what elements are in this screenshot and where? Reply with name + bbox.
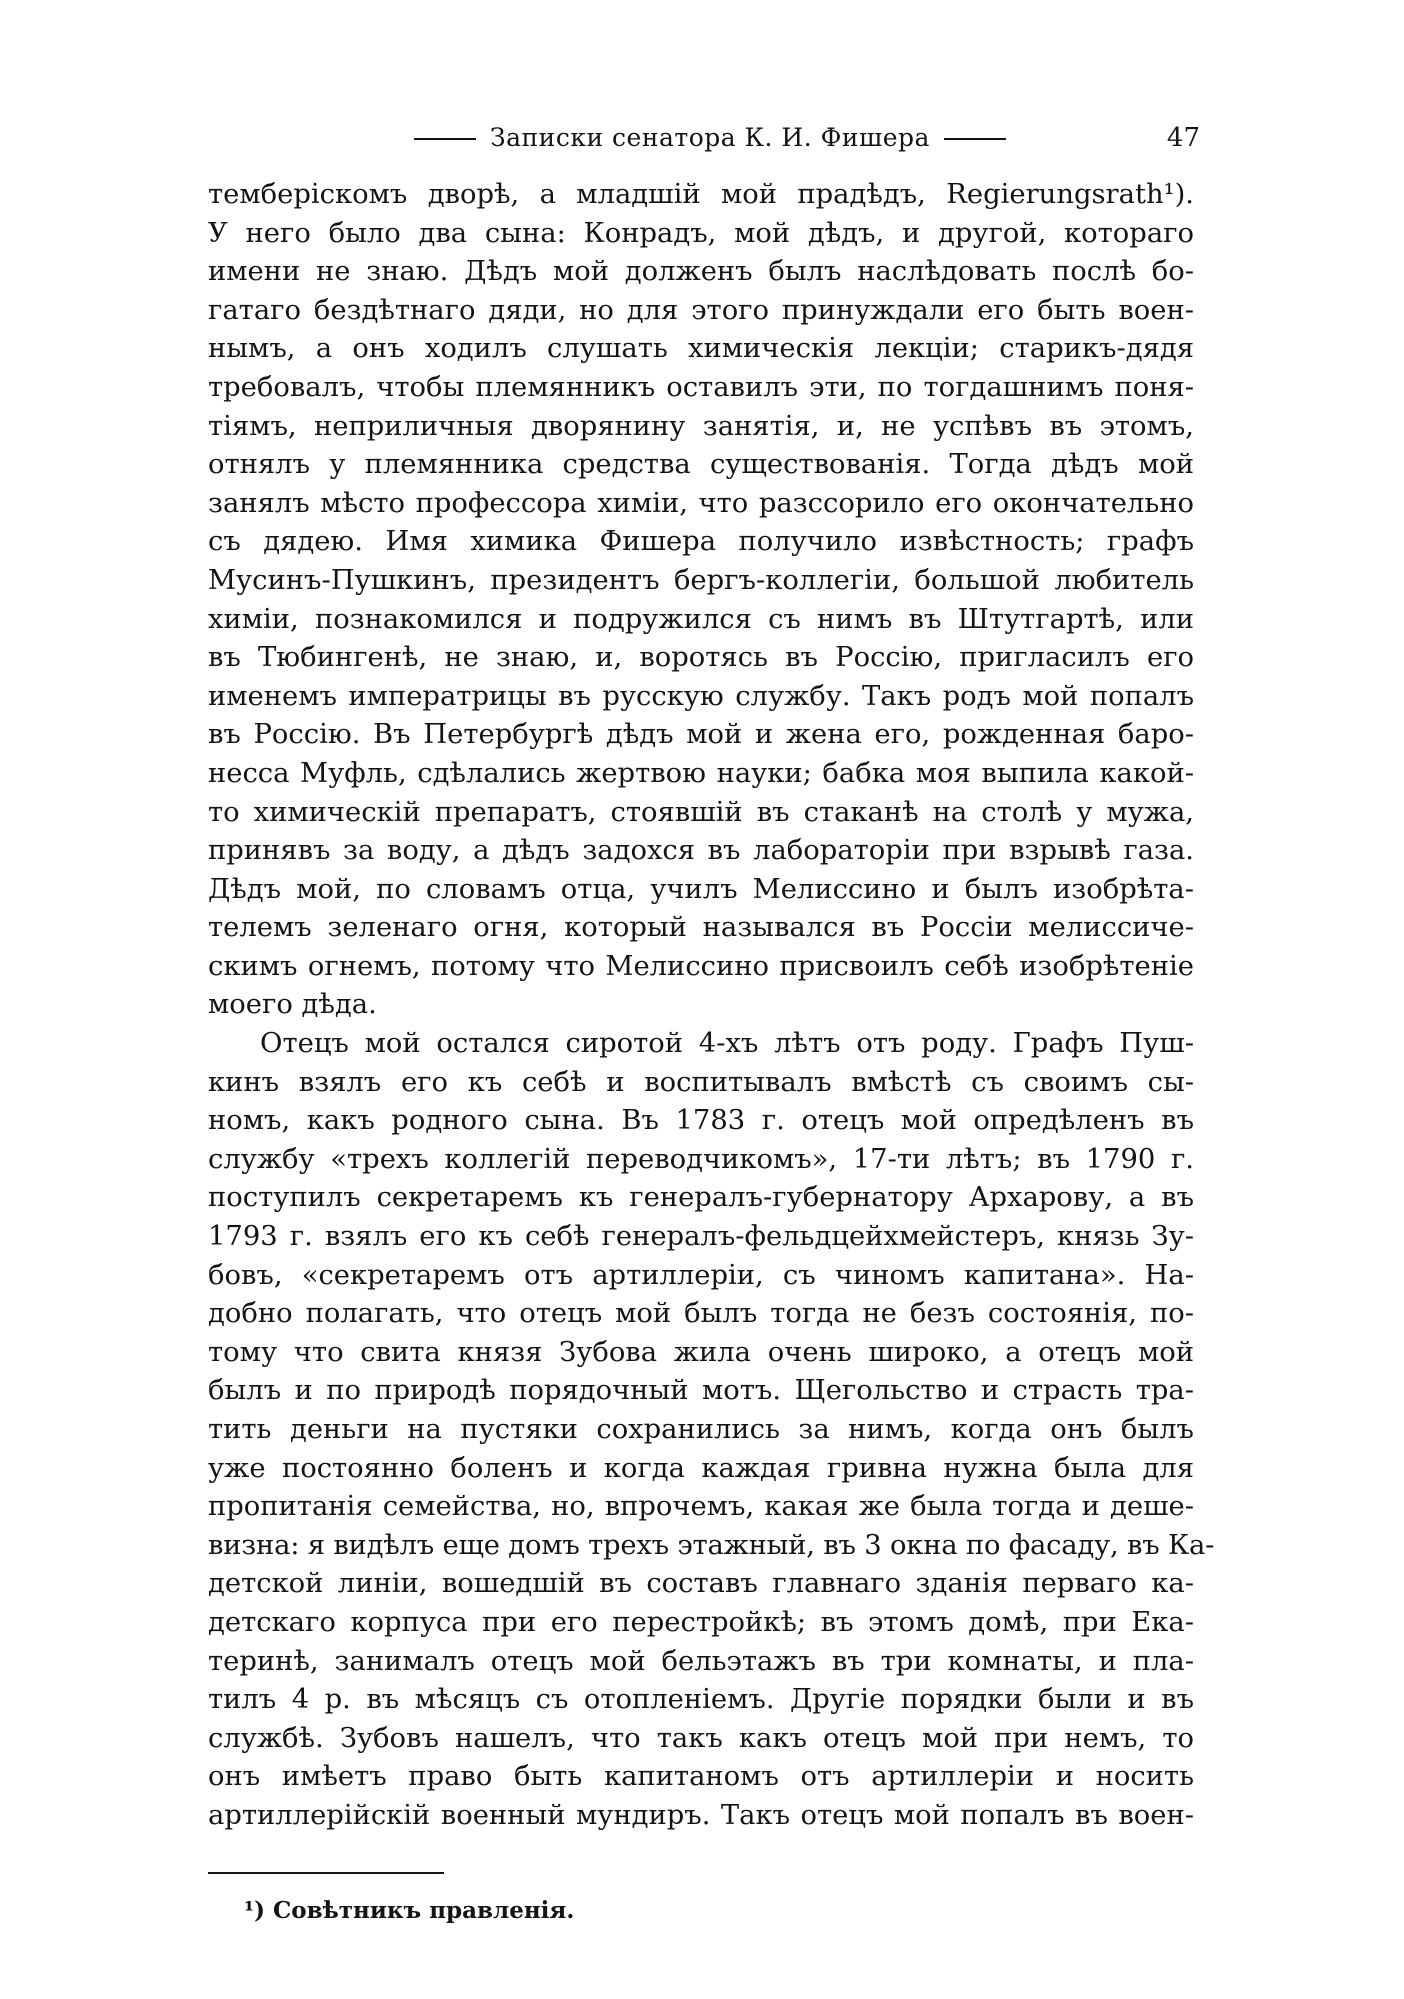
text-line: былъ и по природѣ порядочный мотъ. Щегольство и страсть тра- bbox=[208, 1375, 1194, 1407]
text-line: тить деньги на пустяки сохранились за нимъ, когда онъ былъ bbox=[208, 1414, 1194, 1445]
text-line: кинъ взялъ его къ себѣ и воспитывалъ вмѣстѣ съ своимъ сы- bbox=[208, 1066, 1194, 1098]
text-line: визна: я видѣлъ еще домъ трехъ этажный, въ 3 окна по фасаду, въ Ка- bbox=[208, 1529, 1215, 1561]
footnote-text: Совѣтникъ правленія. bbox=[272, 1897, 575, 1924]
text-line: въ Тюбингенѣ, не знаю, и, воротясь въ Россію, пригласилъ его bbox=[208, 642, 1194, 674]
text-line: то химическій препаратъ, стоявшій въ стаканѣ на столѣ у мужа, bbox=[208, 796, 1194, 828]
text-line: химіи, познакомился и подружился съ нимъ въ Штутгартѣ, или bbox=[208, 603, 1194, 635]
text-line: поступилъ секретаремъ къ генералъ-губернатору Архарову, а въ bbox=[208, 1182, 1194, 1214]
text-line: нымъ, а онъ ходилъ слушать химическія лекціи; старикъ-дядя bbox=[208, 333, 1194, 365]
header-dash-right bbox=[944, 138, 1006, 140]
text-line: службу «трехъ коллегій переводчикомъ», 17-ти лѣтъ; въ 1790 г. bbox=[208, 1143, 1194, 1175]
text-line: Мусинъ-Пушкинъ, президентъ бергъ-коллегіи, большой любитель bbox=[208, 564, 1194, 596]
text-line: принявъ за воду, а дѣдъ задохся въ лабораторіи при взрывѣ газа. bbox=[208, 835, 1194, 867]
text-line: именемъ императрицы въ русскую службу. Такъ родъ мой попалъ bbox=[208, 680, 1194, 712]
text-line: бовъ, «секретаремъ отъ артиллеріи, съ чиномъ капитана». На- bbox=[208, 1259, 1194, 1291]
text-line: тіямъ, неприличныя дворянину занятія, и, не успѣвъ въ этомъ, bbox=[208, 410, 1194, 442]
running-title bbox=[400, 118, 1020, 158]
text-line: онъ имѣетъ право быть капитаномъ отъ артиллеріи и носить bbox=[208, 1761, 1194, 1793]
text-line: детскаго корпуса при его перестройкѣ; въ этомъ домѣ, при Ека- bbox=[208, 1606, 1194, 1638]
text-line: моего дѣда. bbox=[208, 989, 377, 1021]
text-line: У него было два сына: Конрадъ, мой дѣдъ, и другой, котораго bbox=[208, 217, 1194, 249]
text-line: занялъ мѣсто профессора химіи, что разссорило его окончательно bbox=[208, 487, 1194, 519]
page-number: 47 bbox=[1166, 123, 1200, 153]
footnote-marker: ¹) bbox=[244, 1897, 265, 1924]
text-line: тилъ 4 р. въ мѣсяцъ съ отопленіемъ. Другіе порядки были и въ bbox=[208, 1684, 1194, 1716]
running-title-text: Записки сенатора К. И. Фишера bbox=[490, 123, 930, 152]
text-line: 1793 г. взялъ его къ себѣ генералъ-фельдцейхмейстеръ, князь Зу- bbox=[208, 1221, 1194, 1253]
text-line: требовалъ, чтобы племянникъ оставилъ эти, по тогдашнимъ поня- bbox=[208, 371, 1194, 403]
text-line: скимъ огнемъ, потому что Мелиссино присвоилъ себѣ изобрѣтеніе bbox=[208, 950, 1194, 982]
text-line: темберіскомъ дворѣ, а младшій мой прадѣдъ, Regierungsrath¹). bbox=[208, 179, 1194, 210]
text-line: имени не знаю. Дѣдъ мой долженъ былъ наслѣдовать послѣ бо- bbox=[208, 256, 1194, 288]
text-line: детской линіи, вошедшій въ составъ главнаго зданія перваго ка- bbox=[208, 1568, 1194, 1600]
text-line: отнялъ у племянника средства существованія. Тогда дѣдъ мой bbox=[208, 449, 1194, 481]
text-line: Отецъ мой остался сиротой 4-хъ лѣтъ отъ роду. Графъ Пуш- bbox=[260, 1028, 1194, 1060]
text-line: уже постоянно боленъ и когда каждая гривна нужна была для bbox=[208, 1452, 1194, 1484]
text-line: Дѣдъ мой, по словамъ отца, училъ Мелиссино и былъ изобрѣта- bbox=[208, 873, 1194, 905]
text-line: гатаго бездѣтнаго дяди, но для этого принуждали его быть воен- bbox=[208, 294, 1194, 326]
body-text bbox=[208, 176, 1215, 1836]
text-line: теринѣ, занималъ отецъ мой бельэтажъ въ три комнаты, и пла- bbox=[208, 1645, 1194, 1677]
text-line: телемъ зеленаго огня, который назывался въ Россіи мелиссиче- bbox=[208, 912, 1194, 944]
text-line: пропитанія семейства, но, впрочемъ, какая же была тогда и деше- bbox=[208, 1491, 1194, 1523]
header-dash-left bbox=[414, 138, 476, 140]
text-line: службѣ. Зубовъ нашелъ, что такъ какъ отецъ мой при немъ, то bbox=[208, 1722, 1194, 1754]
text-line: съ дядею. Имя химика Фишера получило извѣстность; графъ bbox=[208, 526, 1194, 558]
text-line: въ Россію. Въ Петербургѣ дѣдъ мой и жена его, рожденная баро- bbox=[208, 719, 1194, 751]
text-line: несса Муфль, сдѣлались жертвою науки; бабка моя выпила какой- bbox=[208, 757, 1194, 789]
page-header bbox=[210, 118, 1200, 158]
footnote bbox=[244, 1896, 574, 1926]
text-line: добно полагать, что отецъ мой былъ тогда не безъ состоянія, по- bbox=[208, 1298, 1194, 1330]
text-line: артиллерійскій военный мундиръ. Такъ отецъ мой попалъ въ воен- bbox=[208, 1799, 1194, 1831]
footnote-rule bbox=[208, 1872, 444, 1874]
text-line: номъ, какъ родного сына. Въ 1783 г. отецъ мой опредѣленъ въ bbox=[208, 1105, 1194, 1137]
text-line: тому что свита князя Зубова жила очень широко, а отецъ мой bbox=[208, 1336, 1194, 1368]
